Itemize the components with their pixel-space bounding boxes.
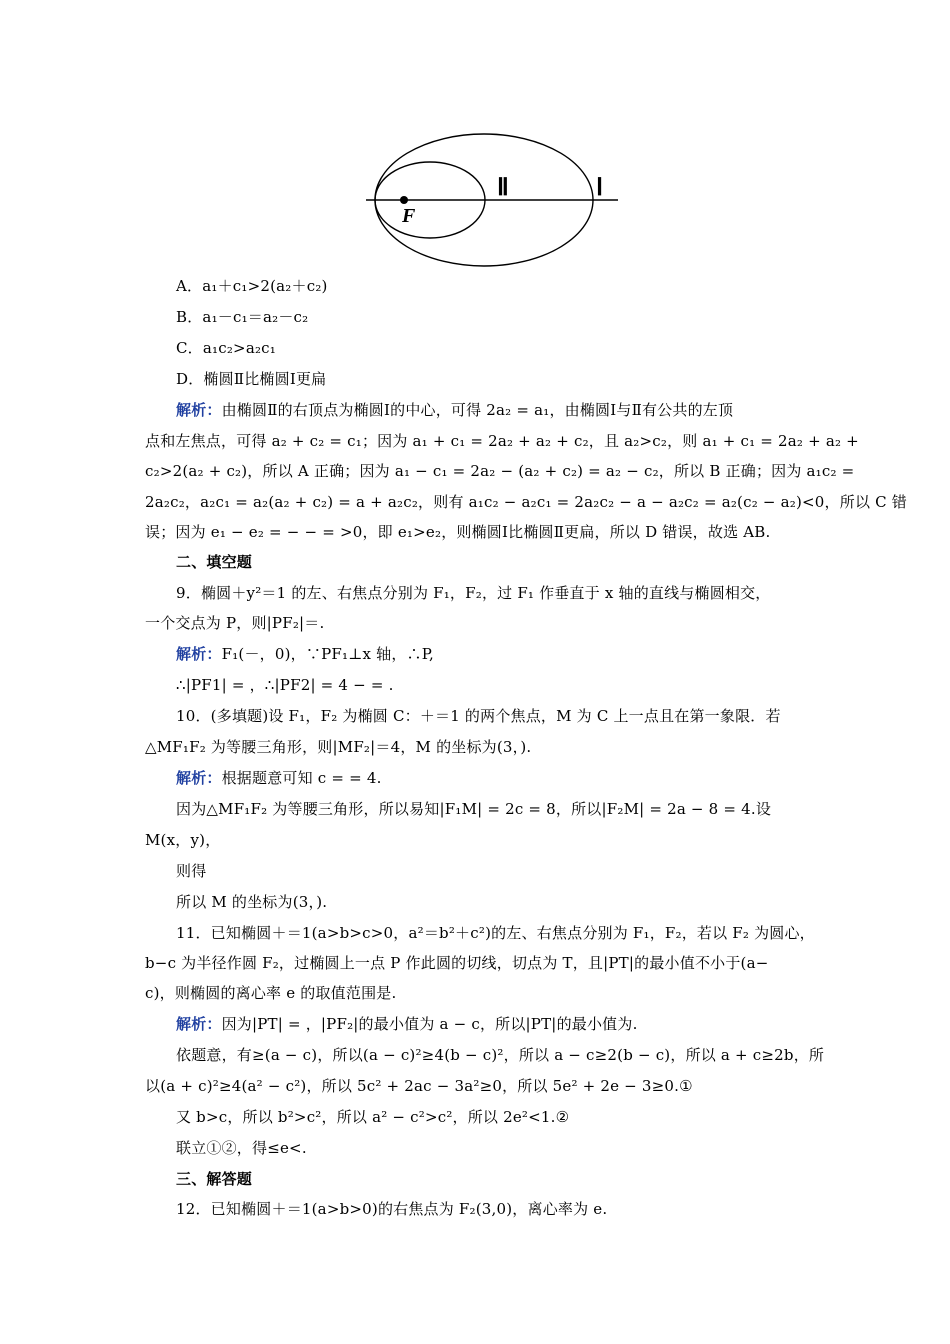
option-b: B．a₁－c₁＝a₂－c₂	[176, 308, 309, 326]
q11-solution-line5: 联立①②，得≤e<.	[176, 1139, 307, 1157]
q11-line1: 11．已知椭圆＋＝1(a>b>c>0，a²＝b²＋c²)的左、右焦点分别为 F₁，F₂，若以 F₂ 为圆心，	[176, 924, 815, 942]
option-c: C．a₁c₂>a₂c₁	[176, 339, 276, 357]
solution-label: 解析：	[176, 1015, 222, 1033]
label-outer: Ⅰ	[596, 175, 604, 201]
q10-solution-line2: 因为△MF₁F₂ 为等腰三角形，所以易知|F₁M| = 2c = 8，所以|F₂M| = 2a − 8 = 4.设	[176, 800, 772, 818]
q9-solution-line1: 解析：F₁(－，0)，∵PF₁⊥x 轴，∴P,	[176, 645, 434, 663]
q11-line3: c)，则椭圆的离心率 e 的取值范围是.	[145, 984, 397, 1002]
section-heading-answer: 三、解答题	[176, 1170, 253, 1188]
q8-solution-line3: c₂>2(a₂ + c₂)，所以 A 正确；因为 a₁ − c₁ = 2a₂ − (a₂ + c₂) = a₂ − c₂，所以 B 正确；因为 a₁c₂ =	[145, 462, 855, 480]
q10-solution-line1: 解析：根据题意可知 c = = 4.	[176, 769, 382, 787]
option-d: D．椭圆Ⅱ比椭圆Ⅰ更扁	[176, 370, 327, 388]
section-heading-fill-in: 二、填空题	[176, 553, 253, 571]
q11-solution-line4: 又 b>c，所以 b²>c²，所以 a² − c²>c²，所以 2e²<1.②	[176, 1108, 570, 1126]
q12-line1: 12．已知椭圆＋＝1(a>b>0)的右焦点为 F₂(3,0)，离心率为 e.	[176, 1200, 608, 1218]
focus-point	[400, 196, 408, 204]
q11-solution-line3: 以(a + c)²≥4(a² − c²)，所以 5c² + 2ac − 3a²≥0，所以 5e² + 2e − 3≥0.①	[145, 1077, 693, 1095]
label-focus: F	[402, 205, 416, 227]
q10-line1: 10．(多填题)设 F₁，F₂ 为椭圆 C：＋＝1 的两个焦点，M 为 C 上一点且在第一象限．若	[176, 707, 781, 725]
solution-label: 解析：	[176, 769, 222, 787]
ellipse-figure	[362, 130, 622, 272]
label-inner: Ⅱ	[497, 175, 509, 201]
q10-line2: △MF₁F₂ 为等腰三角形，则|MF₂|＝4，M 的坐标为(3，).	[145, 738, 532, 756]
solution-label: 解析：	[176, 645, 222, 663]
q8-solution-line1: 解析：由椭圆Ⅱ的右顶点为椭圆Ⅰ的中心，可得 2a₂ = a₁，由椭圆Ⅰ与Ⅱ有公共的左顶	[176, 401, 734, 419]
q9-line1: 9．椭圆＋y²＝1 的左、右焦点分别为 F₁，F₂，过 F₁ 作垂直于 x 轴的直线与椭圆相交，	[176, 584, 771, 602]
q8-solution-line5: 误；因为 e₁ − e₂ = − − = >0，即 e₁>e₂，则椭圆Ⅰ比椭圆Ⅱ更扁，所以 D 错误，故选 AB.	[145, 523, 771, 541]
q10-solution-line4: 则得	[176, 862, 207, 880]
q8-solution-line2: 点和左焦点，可得 a₂ + c₂ = c₁；因为 a₁ + c₁ = 2a₂ + a₂ + c₂，且 a₂>c₂，则 a₁ + c₁ = 2a₂ + a₂ +	[145, 432, 859, 450]
q11-solution-line2: 依题意，有≥(a − c)，所以(a − c)²≥4(b − c)²，所以 a − c≥2(b − c)，所以 a + c≥2b，所	[176, 1046, 825, 1064]
option-a: A．a₁＋c₁>2(a₂＋c₂)	[176, 277, 328, 295]
q10-solution-line5: 所以 M 的坐标为(3，).	[176, 893, 328, 911]
solution-label: 解析：	[176, 401, 222, 419]
q9-line2: 一个交点为 P，则|PF₂|＝.	[145, 614, 325, 632]
q8-solution-line4: 2a₂c₂，a₂c₁ = a₂(a₂ + c₂) = a + a₂c₂，则有 a₁c₂ − a₂c₁ = 2a₂c₂ − a − a₂c₂ = a₂(c₂ − a₂)<0，所以 C 错	[145, 493, 907, 511]
q10-solution-line3: M(x，y)，	[145, 831, 221, 849]
q11-solution-line1: 解析：因为|PT| = ，|PF₂|的最小值为 a − c，所以|PT|的最小值为.	[176, 1015, 638, 1033]
q11-line2: b−c 为半径作圆 F₂，过椭圆上一点 P 作此圆的切线，切点为 T，且|PT|的最小值不小于(a−	[145, 954, 769, 972]
q9-solution-line2: ∴|PF1| = ，∴|PF2| = 4 − = .	[176, 676, 394, 694]
